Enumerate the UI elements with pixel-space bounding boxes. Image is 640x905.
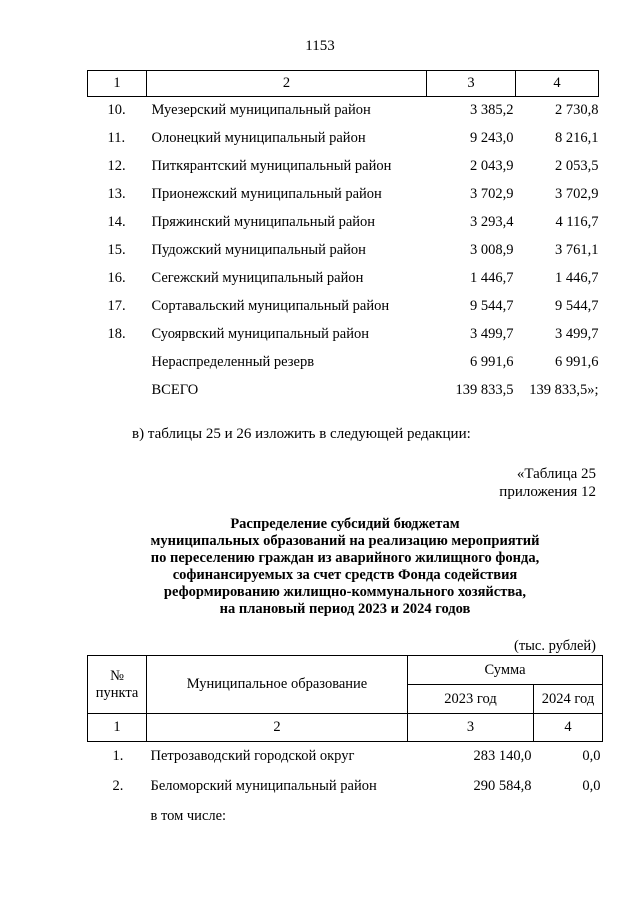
subsidy-table-continuation [87,70,599,405]
value-cell: 2 043,9 [470,158,514,174]
value-cell: 3 702,9 [470,186,514,202]
municipality-name: Олонецкий муниципальный район [151,130,366,146]
value-cell: 1 446,7 [470,270,514,286]
row-number: 12. [107,158,126,174]
column-numbering-row [88,714,603,742]
column-number: 3 [408,714,534,742]
municipality-name: Муезерский муниципальный район [151,102,371,119]
table-row [88,209,599,237]
table-row [88,97,599,125]
value-cell: 6 991,6 [555,354,599,370]
table-reference-line: приложения 12 [499,484,596,500]
value-cell: 3 702,9 [555,186,599,202]
value-cell [534,802,603,832]
header-year-2024: 2024 год [534,685,603,714]
header-text: пункта [95,684,139,701]
column-number: 2 [147,714,408,742]
table-header-row [88,71,599,97]
header-cell: 3 [427,71,516,97]
row-number: 10. [107,102,126,119]
value-cell: 0,0 [582,748,601,765]
table-row [88,125,599,153]
value-cell: 3 293,4 [470,214,514,230]
row-number [88,377,147,405]
subsidy-table-25 [87,655,603,832]
page-number: 1153 [305,38,335,54]
value-cell: 4 116,7 [555,214,599,230]
title-line: софинансируемых за счет средств Фонда содействия [172,567,518,583]
header-year-2023: 2023 год [408,685,534,714]
row-number: 18. [107,326,126,342]
value-cell: 9 544,7 [555,298,599,314]
table-row [88,153,599,181]
total-row [88,377,599,405]
value-cell: 3 008,9 [470,242,514,258]
value-cell: 0,0 [582,778,601,794]
value-cell: 9 243,0 [470,130,514,146]
value-cell: 283 140,0 [473,748,532,765]
value-cell: 3 385,2 [470,102,514,119]
table-row [88,321,599,349]
municipality-name: Сегежский муниципальный район [151,270,364,286]
value-cell: 2 053,5 [555,158,599,174]
municipality-name: Прионежский муниципальный район [151,186,382,202]
value-cell: 2 730,8 [555,102,599,119]
municipality-name: Суоярвский муниципальный район [151,326,369,342]
title-line: по переселению граждан из аварийного жилищного фонда, [150,550,540,566]
amendment-paragraph: в) таблицы 25 и 26 изложить в следующей редакции: [132,426,471,442]
row-number: 2. [112,778,124,794]
value-cell [408,802,534,832]
row-number: 14. [107,214,126,230]
table-row [88,742,603,772]
table-row [88,293,599,321]
value-cell: 6 991,6 [470,354,514,370]
reserve-row [88,349,599,377]
table-row [88,265,599,293]
municipality-name: Пудожский муниципальный район [151,242,366,258]
title-line: реформированию жилищно-коммунального хозяйства, [163,584,527,600]
value-cell: 290 584,8 [473,778,532,794]
units-label: (тыс. рублей) [514,638,596,654]
value-cell: 3 499,7 [470,326,514,342]
row-number: 13. [107,186,126,202]
row-number: 11. [107,130,126,146]
row-number: 15. [107,242,126,258]
value-cell: 1 446,7 [555,270,599,286]
subitem-label: в том числе: [150,808,227,824]
row-number [88,802,147,832]
header-cell: 2 [147,71,427,97]
value-cell: 3 499,7 [555,326,599,342]
row-number: 1. [112,748,124,765]
row-number: 17. [107,298,126,314]
reserve-label: Нераспределенный резерв [151,354,315,370]
row-number: 16. [107,270,126,286]
value-cell: 139 833,5 [455,382,514,398]
header-cell: 4 [516,71,599,97]
value-cell: 139 833,5»; [529,382,599,398]
header-sum-column: Сумма [408,656,603,685]
table-reference [499,465,596,501]
column-number: 1 [88,714,147,742]
table-row [88,181,599,209]
title-line: Распределение субсидий бюджетам [230,516,460,532]
title-line: муниципальных образований на реализацию мероприятий [150,533,540,549]
table-reference-line: «Таблица 25 [516,466,596,482]
municipality-name: Беломорский муниципальный район [150,778,377,794]
value-cell: 9 544,7 [470,298,514,314]
municipality-name: Пряжинский муниципальный район [151,214,376,230]
title-line: на плановый период 2023 и 2024 годов [219,601,471,617]
table-row [88,802,603,832]
municipality-name: Питкярантский муниципальный район [151,158,392,174]
value-cell: 8 216,1 [555,130,599,146]
header-cell: 1 [88,71,147,97]
municipality-name: Сортавальский муниципальный район [151,298,390,314]
value-cell: 3 761,1 [555,242,599,258]
total-label: ВСЕГО [151,382,199,398]
header-number-column [88,656,147,714]
table-row [88,237,599,265]
header-municipality-column: Муниципальное образование [147,656,408,714]
table-title [80,516,610,618]
table-row [88,772,603,802]
column-number: 4 [534,714,603,742]
row-number [88,349,147,377]
header-text: № [110,667,124,684]
table-header-row [88,656,603,685]
municipality-name: Петрозаводский городской округ [150,748,355,765]
